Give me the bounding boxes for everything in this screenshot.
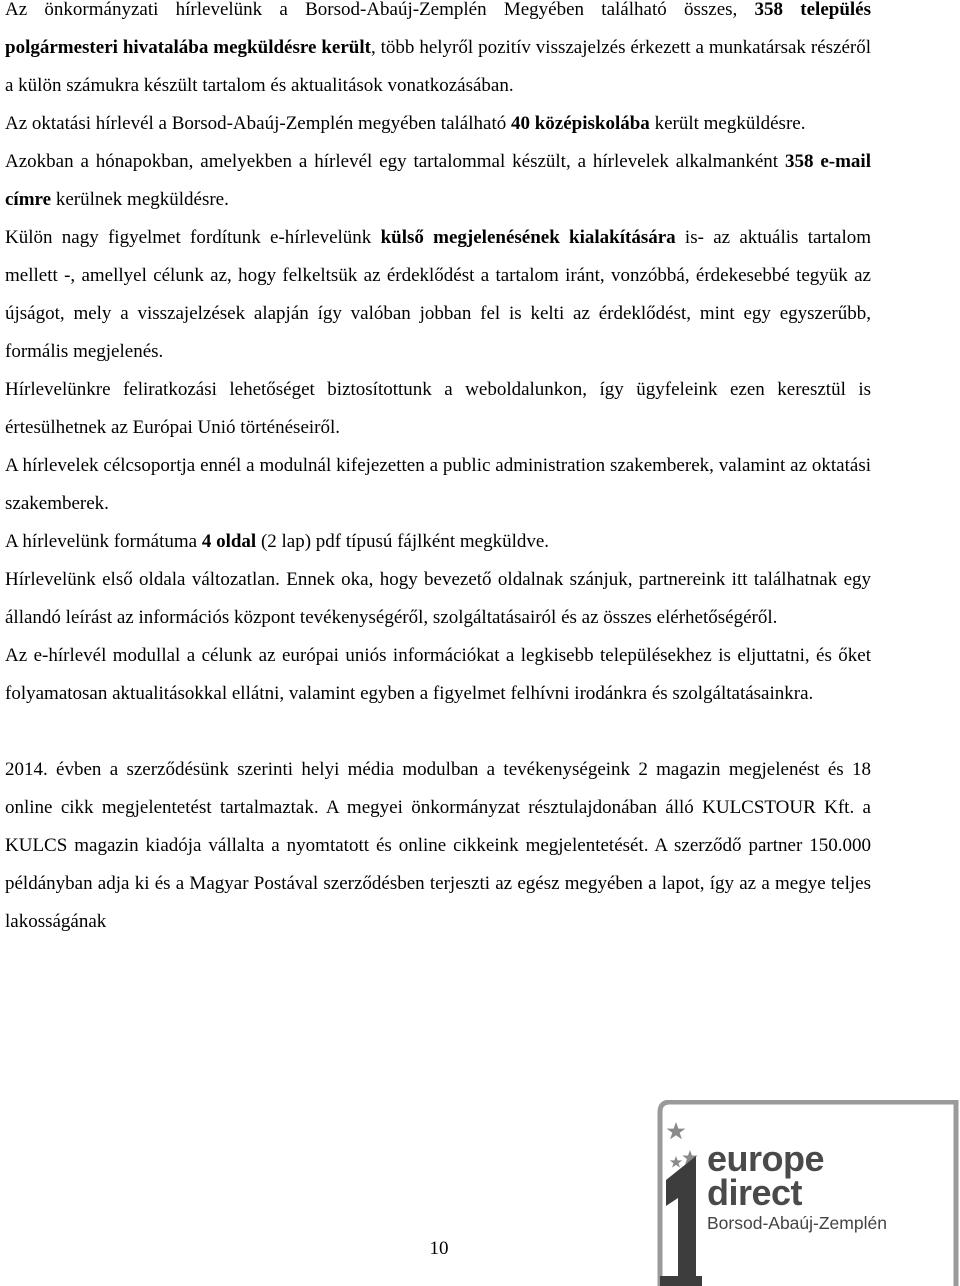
paragraph-newsletter-recipients: Azokban a hónapokban, amelyekben a hírlevél egy tartalommal készült, a hírlevelek alkalmanként 358 e-mail címre kerülnek megküldésre. [5,151,871,210]
europe-direct-logo [638,1100,960,1286]
bold-text: 40 középiskolába [510,113,650,134]
bold-text: 4 oldal [201,531,257,552]
logo-text-direct: direct [707,1172,803,1213]
paragraph-newsletter-first-page: Hírlevelünk első oldala változatlan. Ennek oka, hogy bevezető oldalnak szánjuk, partnereink itt találhatnak egy állandó leírást az információs központ tevékenységéről, szolgáltatásairól és az összes elérhetőségéről. [5,569,871,628]
bold-text: 358 település polgármesteri hivatalába megküldésre került [5,0,871,58]
document-page [5,0,871,941]
bold-text: 358 e-mail címre [5,151,871,210]
logo-text-europe: europe [707,1138,825,1179]
paragraph-newsletter-target-group: A hírlevelek célcsoportja ennél a modulnál kifejezetten a public administration szakemberek, valamint az oktatási szakemberek. [5,455,871,514]
paragraph-newsletter-design: Külön nagy figyelmet fordítunk e-hírlevelünk külső megjelenésének kialakítására is- az aktuális tartalom mellett -, amellyel célunk az, hogy felkeltsük az érdeklődést a tartalom iránt, vonzóbbá, érdekesebbé tegyük az újságot, mely a visszajelzések alapján így valóban jobban fel is kelti az érdeklődést, mint egy egyszerűbb, formális megjelenés. [5,227,872,362]
logo-subtitle: Borsod-Abaúj-Zemplén [707,1213,887,1233]
paragraph-newsletter-format: A hírlevelünk formátuma 4 oldal (2 lap) pdf típusú fájlként megküldve. [5,531,550,552]
bold-text: külső megjelenésének kialakítására [380,227,676,248]
paragraph-newsletter-goal: Az e-hírlevél modullal a célunk az európai uniós információkat a legkisebb településekhez is eljuttatni, és őket folyamatosan aktualitásokkal ellátni, valamint egyben a figyelmet felhívni irodánkra és szolgáltatásainkra. [5,645,871,704]
page-number: 10 [429,1238,449,1259]
paragraph-newsletter-education: Az oktatási hírlevél a Borsod-Abaúj-Zemplén megyében található 40 középiskolába került megküldésre. [5,113,806,134]
paragraph-newsletter-subscription: Hírlevelünkre feliratkozási lehetőséget biztosítottunk a weboldalunkon, így ügyfeleink ezen keresztül is értesülhetnek az Európai Unió történéseiről. [5,379,871,438]
paragraph-newsletter-municipal: Az önkormányzati hírlevelünk a Borsod-Abaúj-Zemplén Megyében található összes, 358 település polgármesteri hivatalába megküldésre került, több helyről pozitív visszajelzés érkezett a munkatársak részéről a külön számukra készült tartalom és aktualitások vonatkozásában. [5,0,871,96]
paragraph-local-media: 2014. évben a szerződésünk szerinti helyi média modulban a tevékenységeink 2 magazin megjelenést és 18 online cikk megjelentetést tartalmaztak. A megyei önkormányzat résztulajdonában álló KULCSTOUR Kft. a KULCS magazin kiadója vállalta a nyomtatott és online cikkeink megjelentetését. A szerződő partner 150.000 példányban adja ki és a Magyar Postával szerződésben terjeszti az egész megyében a lapot, így az a megye teljes lakosságának [5,759,871,932]
